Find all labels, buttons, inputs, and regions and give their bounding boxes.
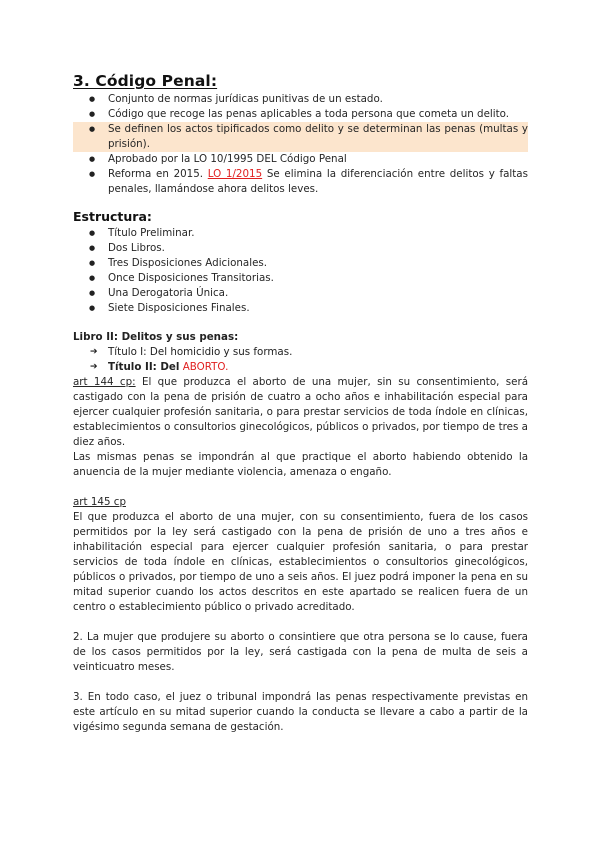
list-item: ● Dos Libros. [73,241,528,256]
list-item-reforma [73,167,528,197]
art144-paragraph [73,375,528,450]
list-item: ● Conjunto de normas jurídicas punitivas de un estado. [73,92,528,107]
art145-paragraph-2: 2. La mujer que produjere su aborto o consintiere que otra persona se lo cause, fuera de los casos permitidos por la ley, será castigada con la pena de multa de seis a veinticuatro meses. [73,631,528,673]
reforma-suffix: Se elimina la diferenciación entre delitos y faltas penales, llamándose ahora delitos leves. [108,168,528,195]
art145-paragraph-1: El que produzca el aborto de una mujer, con su consentimiento, fuera de los casos permitidos por la ley será castigado con la pena de prisión de uno a tres años e inhabilitación especial para ejercer cualquier profesión sanitaria, o para prestar servicios de toda índole en clínicas, establecimientos o consultorios ginecológicos, públicos o privados, por tiempo de uno a seis años. El juez podrá imponer la pena en su mitad superior cuando los actos descritos en este apartado se realicen fuera de un centro o establecimiento público o privado acreditado. [73,511,528,613]
estructura-list [73,226,528,316]
document-page [73,72,528,735]
art145-paragraph-3: 3. En todo caso, el juez o tribunal impondrá las penas respectivamente previstas en este artículo en su mitad superior cuando la conducta se llevare a cabo a partir de la vigésimo segunda semana de gestación. [73,691,528,733]
aborto-label: ABORTO. [182,361,229,373]
list-item: ● Aprobado por la LO 10/1995 DEL Código Penal [73,152,528,167]
spacer [73,615,528,630]
titulo2-prefix: Título II: Del [108,361,180,373]
list-item: ● Once Disposiciones Transitorias. [73,271,528,286]
art144-text: El que produzca el aborto de una mujer, sin su consentimiento, será castigado con la pena de prisión de cuatro a ocho años e inhabilitación especial para ejercer cualquier profesión sanitaria, o para prestar servicios de toda índole en clínicas, establecimientos o consultorios ginecológicos, públicos o privados, por tiempo de tres a diez años. [73,376,528,448]
highlighted-list-item: ● Se definen los actos tipificados como delito y se determinan las penas (multas y prisión). [73,122,528,152]
arrow-item [73,360,528,375]
libro-heading: Libro II: Delitos y sus penas: [73,331,239,343]
law-link[interactable]: LO 1/2015 [207,168,263,180]
section-title: 3. Código Penal: [73,72,218,90]
reforma-prefix: Reforma en 2015. [108,168,204,180]
art144-paragraph-2: Las mismas penas se impondrán al que practique el aborto habiendo obtenido la anuencia de la mujer mediante violencia, amenaza o engaño. [73,451,528,478]
titulos-list [73,345,528,375]
estructura-heading: Estructura: [73,209,152,224]
art145-label: art 145 cp [73,496,126,508]
art145-label-line [73,495,528,510]
arrow-item: ➔ Título I: Del homicidio y sus formas. [73,345,528,360]
list-item: ● Una Derogatoria Única. [73,286,528,301]
list-item: ● Código que recoge las penas aplicables a toda persona que cometa un delito. [73,107,528,122]
list-item: ● Tres Disposiciones Adicionales. [73,256,528,271]
intro-list [73,92,528,197]
list-item: ● Título Preliminar. [73,226,528,241]
spacer [73,480,528,495]
list-item: ● Siete Disposiciones Finales. [73,301,528,316]
spacer [73,675,528,690]
art144-label: art 144 cp: [73,376,136,388]
